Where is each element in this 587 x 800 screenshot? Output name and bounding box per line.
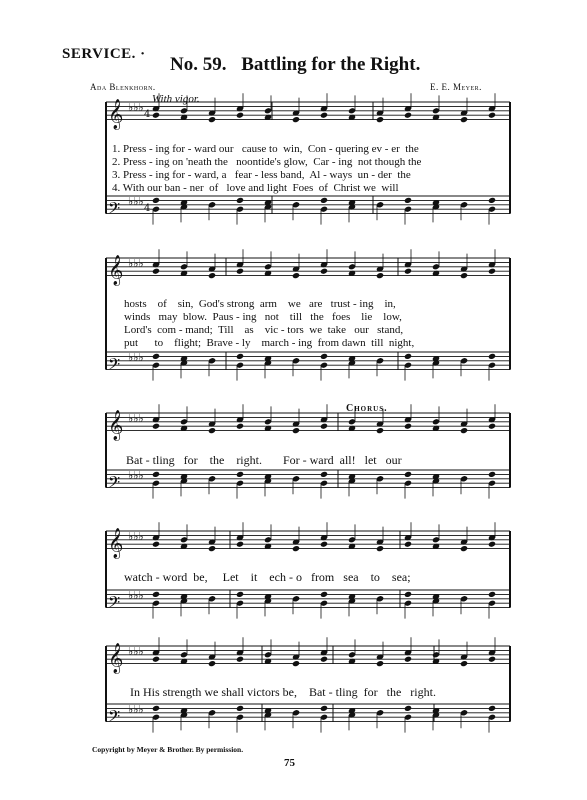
note-head bbox=[488, 471, 496, 478]
lyricist: Ada Blenkhorn. bbox=[90, 82, 156, 92]
note-head bbox=[320, 268, 328, 275]
chorus-label: Chorus. bbox=[346, 403, 388, 414]
bass-clef: 𝄢 bbox=[108, 473, 121, 496]
key-signature: ♭♭♭ bbox=[128, 589, 144, 602]
key-signature: ♭♭♭ bbox=[128, 351, 144, 364]
note-head bbox=[376, 427, 384, 434]
verse-line: 1. Press - ing for - ward our cause to win, Con - quering ev - er the bbox=[112, 143, 419, 155]
note-head bbox=[320, 541, 328, 548]
treble-clef: 𝄞 bbox=[108, 410, 124, 441]
note-head bbox=[152, 591, 160, 598]
note-head bbox=[236, 353, 244, 360]
verse-line: 3. Press - ing for - ward, a fear - less band, Al - ways un - der the bbox=[112, 169, 411, 181]
bass-clef: 𝄢 bbox=[108, 199, 121, 222]
note-head bbox=[236, 705, 244, 712]
note-head bbox=[152, 268, 160, 275]
note-head bbox=[292, 545, 300, 552]
key-signature: ♭♭♭ bbox=[128, 101, 144, 114]
time-signature: 4 bbox=[144, 109, 151, 120]
note-head bbox=[404, 471, 412, 478]
note-head bbox=[460, 545, 468, 552]
verse-line: 2. Press - ing on 'neath the noontide's glow, Car - ing not though the bbox=[112, 156, 422, 168]
note-head bbox=[404, 656, 412, 663]
note-head bbox=[236, 591, 244, 598]
note-head bbox=[236, 656, 244, 663]
note-head bbox=[488, 705, 496, 712]
hymn-number: No. 59. bbox=[170, 54, 227, 75]
note-head bbox=[460, 272, 468, 279]
note-head bbox=[292, 272, 300, 279]
treble-clef: 𝄞 bbox=[108, 643, 124, 674]
hymn-title-text: Battling for the Right. bbox=[241, 54, 421, 75]
section-label: SERVICE. · bbox=[62, 46, 146, 62]
lyric-line-system-4: watch - word be, Let it ech - o from sea to sea; bbox=[124, 570, 411, 584]
note-head bbox=[152, 541, 160, 548]
note-head bbox=[488, 541, 496, 548]
page-number: 75 bbox=[284, 757, 295, 769]
note-head bbox=[404, 591, 412, 598]
note-head bbox=[236, 541, 244, 548]
note-head bbox=[404, 353, 412, 360]
note-head bbox=[152, 656, 160, 663]
treble-clef: 𝄞 bbox=[108, 99, 124, 130]
note-head bbox=[208, 116, 216, 123]
verse-line: hosts of sin, God's strong arm we are trust - ing in, bbox=[124, 298, 396, 310]
note-head bbox=[236, 423, 244, 430]
note-head bbox=[236, 268, 244, 275]
note-head bbox=[404, 705, 412, 712]
note-head bbox=[320, 112, 328, 119]
note-head bbox=[152, 471, 160, 478]
note-head bbox=[208, 427, 216, 434]
key-signature: ♭♭♭ bbox=[128, 257, 144, 270]
note-head bbox=[152, 423, 160, 430]
note-head bbox=[404, 268, 412, 275]
verse-block-2 bbox=[124, 298, 414, 350]
note-head bbox=[320, 353, 328, 360]
lyric-line-system-5: In His strength we shall victors be, Bat - tling for the right. bbox=[130, 685, 436, 699]
note-head bbox=[320, 471, 328, 478]
note-head bbox=[488, 591, 496, 598]
note-head bbox=[208, 545, 216, 552]
note-head bbox=[404, 112, 412, 119]
treble-clef: 𝄞 bbox=[108, 255, 124, 286]
note-head bbox=[152, 705, 160, 712]
note-head bbox=[152, 353, 160, 360]
bass-clef: 𝄢 bbox=[108, 355, 121, 378]
note-head bbox=[460, 427, 468, 434]
key-signature: ♭♭♭ bbox=[128, 703, 144, 716]
hymn-title bbox=[170, 54, 420, 76]
note-head bbox=[404, 541, 412, 548]
bass-clef: 𝄢 bbox=[108, 593, 121, 616]
time-signature: 4 bbox=[144, 203, 151, 214]
note-head bbox=[404, 197, 412, 204]
note-head bbox=[376, 660, 384, 667]
treble-clef: 𝄞 bbox=[108, 528, 124, 559]
key-signature: ♭♭♭ bbox=[128, 645, 144, 658]
bass-clef: 𝄢 bbox=[108, 707, 121, 730]
note-head bbox=[320, 656, 328, 663]
note-head bbox=[320, 423, 328, 430]
key-signature: ♭♭♭ bbox=[128, 469, 144, 482]
verse-line: Lord's com - mand; Till as vic - tors we take our stand, bbox=[124, 324, 404, 336]
lyric-line-system-3: Bat - tling for the right. For - ward all! let our bbox=[126, 453, 402, 467]
key-signature: ♭♭♭ bbox=[128, 195, 144, 208]
note-head bbox=[376, 116, 384, 123]
note-head bbox=[488, 112, 496, 119]
note-head bbox=[376, 272, 384, 279]
note-head bbox=[460, 660, 468, 667]
note-head bbox=[376, 545, 384, 552]
note-head bbox=[292, 116, 300, 123]
note-head bbox=[404, 423, 412, 430]
note-head bbox=[320, 197, 328, 204]
note-head bbox=[488, 197, 496, 204]
note-head bbox=[152, 197, 160, 204]
verse-line: 4. With our ban - ner of love and light Foes of Christ we will bbox=[112, 182, 399, 194]
note-head bbox=[236, 471, 244, 478]
note-head bbox=[236, 112, 244, 119]
note-head bbox=[292, 660, 300, 667]
note-head bbox=[236, 197, 244, 204]
note-head bbox=[488, 268, 496, 275]
note-head bbox=[488, 423, 496, 430]
verse-line: winds may blow. Paus - ing not till the foes lie low, bbox=[124, 311, 402, 323]
note-head bbox=[320, 705, 328, 712]
copyright-notice: Copyright by Meyer & Brother. By permission. bbox=[92, 745, 244, 754]
key-signature: ♭♭♭ bbox=[128, 412, 144, 425]
note-head bbox=[208, 272, 216, 279]
key-signature: ♭♭♭ bbox=[128, 530, 144, 543]
note-head bbox=[488, 353, 496, 360]
note-head bbox=[208, 660, 216, 667]
note-head bbox=[460, 116, 468, 123]
verse-block-1 bbox=[112, 143, 421, 195]
verse-line: put to flight; Brave - ly march - ing from dawn till night, bbox=[124, 337, 415, 349]
note-head bbox=[488, 656, 496, 663]
note-head bbox=[152, 112, 160, 119]
composer: E. E. Meyer. bbox=[430, 82, 482, 92]
tempo-marking: With vigor. bbox=[152, 93, 200, 105]
note-head bbox=[292, 427, 300, 434]
note-head bbox=[320, 591, 328, 598]
